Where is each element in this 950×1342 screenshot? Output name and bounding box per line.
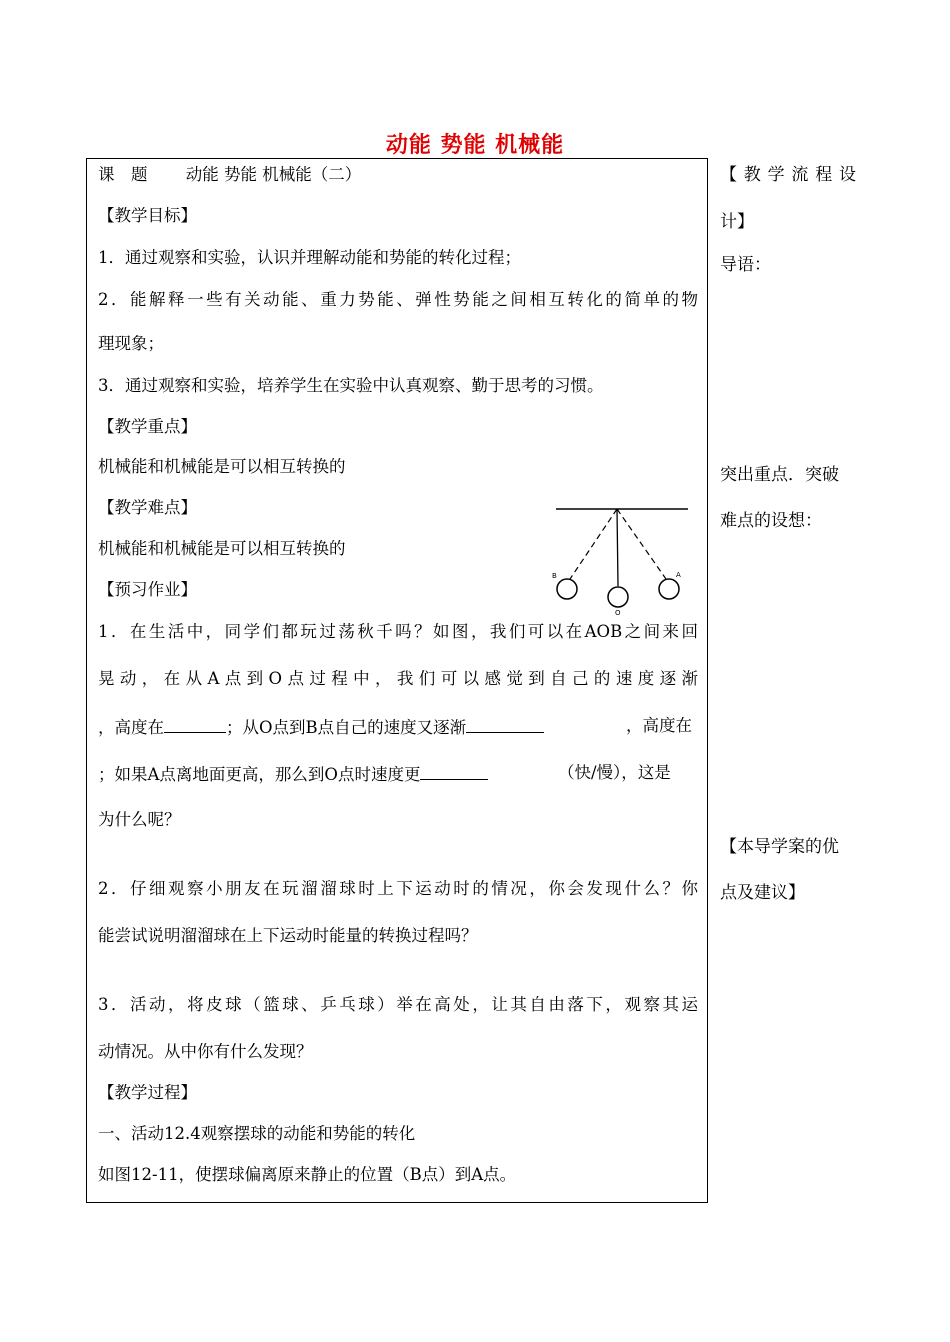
q1-text-fast-slow: （快/慢），这是 (558, 763, 671, 782)
side-flow-heading-cont: 计】 (720, 212, 754, 232)
side-intro-label: 导语： (720, 255, 771, 275)
key-point-text: 机械能和机械能是可以相互转换的 (98, 457, 346, 476)
q1-text-faster: ；如果A点离地面更高，那么到O点时速度更 (98, 765, 421, 784)
q1-text-height: ，高度在 (98, 718, 164, 737)
pendulum-string-o (617, 509, 618, 586)
pendulum-string-b (570, 509, 617, 579)
label-b: B (552, 572, 557, 580)
question-1-line-3 (98, 718, 544, 737)
question-3-line-2: 动情况。从中你有什么发现？ (98, 1042, 313, 1061)
pendulum-figure (548, 500, 698, 620)
question-2: 2．仔细观察小朋友在玩溜溜球时上下运动时的情况，你会发现什么？你 (98, 879, 698, 898)
process-heading: 【教学过程】 (98, 1083, 197, 1102)
process-activity: 一、活动12.4观察摆球的动能和势能的转化 (98, 1124, 416, 1143)
goal-item-2-cont: 理现象； (98, 334, 164, 353)
key-point-heading: 【教学重点】 (98, 417, 197, 436)
page-title: 动能 势能 机械能 (385, 133, 565, 158)
answer-blank[interactable] (420, 765, 488, 780)
course-row: 课 题 动能 势能 机械能（二） (98, 165, 362, 184)
pendulum-ball-b (557, 579, 577, 599)
side-advice-heading-cont: 点及建议】 (720, 883, 805, 903)
q1-text-height-2: ，高度在 (626, 716, 692, 735)
question-1-line-2: 晃动，在从A点到O点过程中，我们可以感觉到自己的速度逐渐 (98, 669, 698, 688)
goal-item-2: 2．能解释一些有关动能、重力势能、弹性势能之间相互转化的简单的物 (98, 290, 698, 309)
question-1-line-5: 为什么呢？ (98, 810, 181, 829)
question-3: 3．活动，将皮球（篮球、乒乓球）举在高处，让其自由落下，观察其运 (98, 995, 698, 1014)
answer-blank[interactable] (164, 718, 226, 733)
question-2-line-2: 能尝试说明溜溜球在上下运动时能量的转换过程吗？ (98, 926, 478, 945)
question-1-line-4 (98, 765, 488, 784)
answer-blank[interactable] (466, 718, 544, 733)
goal-item-3: 3．通过观察和实验，培养学生在实验中认真观察、勤于思考的习惯。 (98, 376, 604, 395)
side-focus-label-cont: 难点的设想： (720, 511, 822, 531)
preview-heading: 【预习作业】 (98, 580, 197, 599)
question-1: 1．在生活中，同学们都玩过荡秋千吗？如图，我们可以在AOB之间来回 (98, 622, 698, 641)
label-a: A (676, 571, 681, 579)
pendulum-ball-a (659, 579, 679, 599)
process-instruction: 如图12-11，使摆球偏离原来静止的位置（B点）到A点。 (98, 1165, 517, 1184)
q1-text-speed: ；从O点到B点自己的速度又逐渐 (226, 718, 467, 737)
side-flow-heading: 【教学流程设 (720, 165, 856, 185)
pendulum-ball-o (608, 587, 628, 607)
difficulty-heading: 【教学难点】 (98, 498, 197, 517)
side-focus-label: 突出重点．突破 (720, 465, 839, 485)
label-o: O (615, 609, 621, 617)
side-advice-heading: 【本导学案的优 (720, 837, 839, 857)
pendulum-string-a (617, 509, 666, 579)
difficulty-text: 机械能和机械能是可以相互转换的 (98, 539, 346, 558)
goal-heading: 【教学目标】 (98, 206, 197, 225)
goal-item-1: 1．通过观察和实验，认识并理解动能和势能的转化过程； (98, 248, 521, 267)
